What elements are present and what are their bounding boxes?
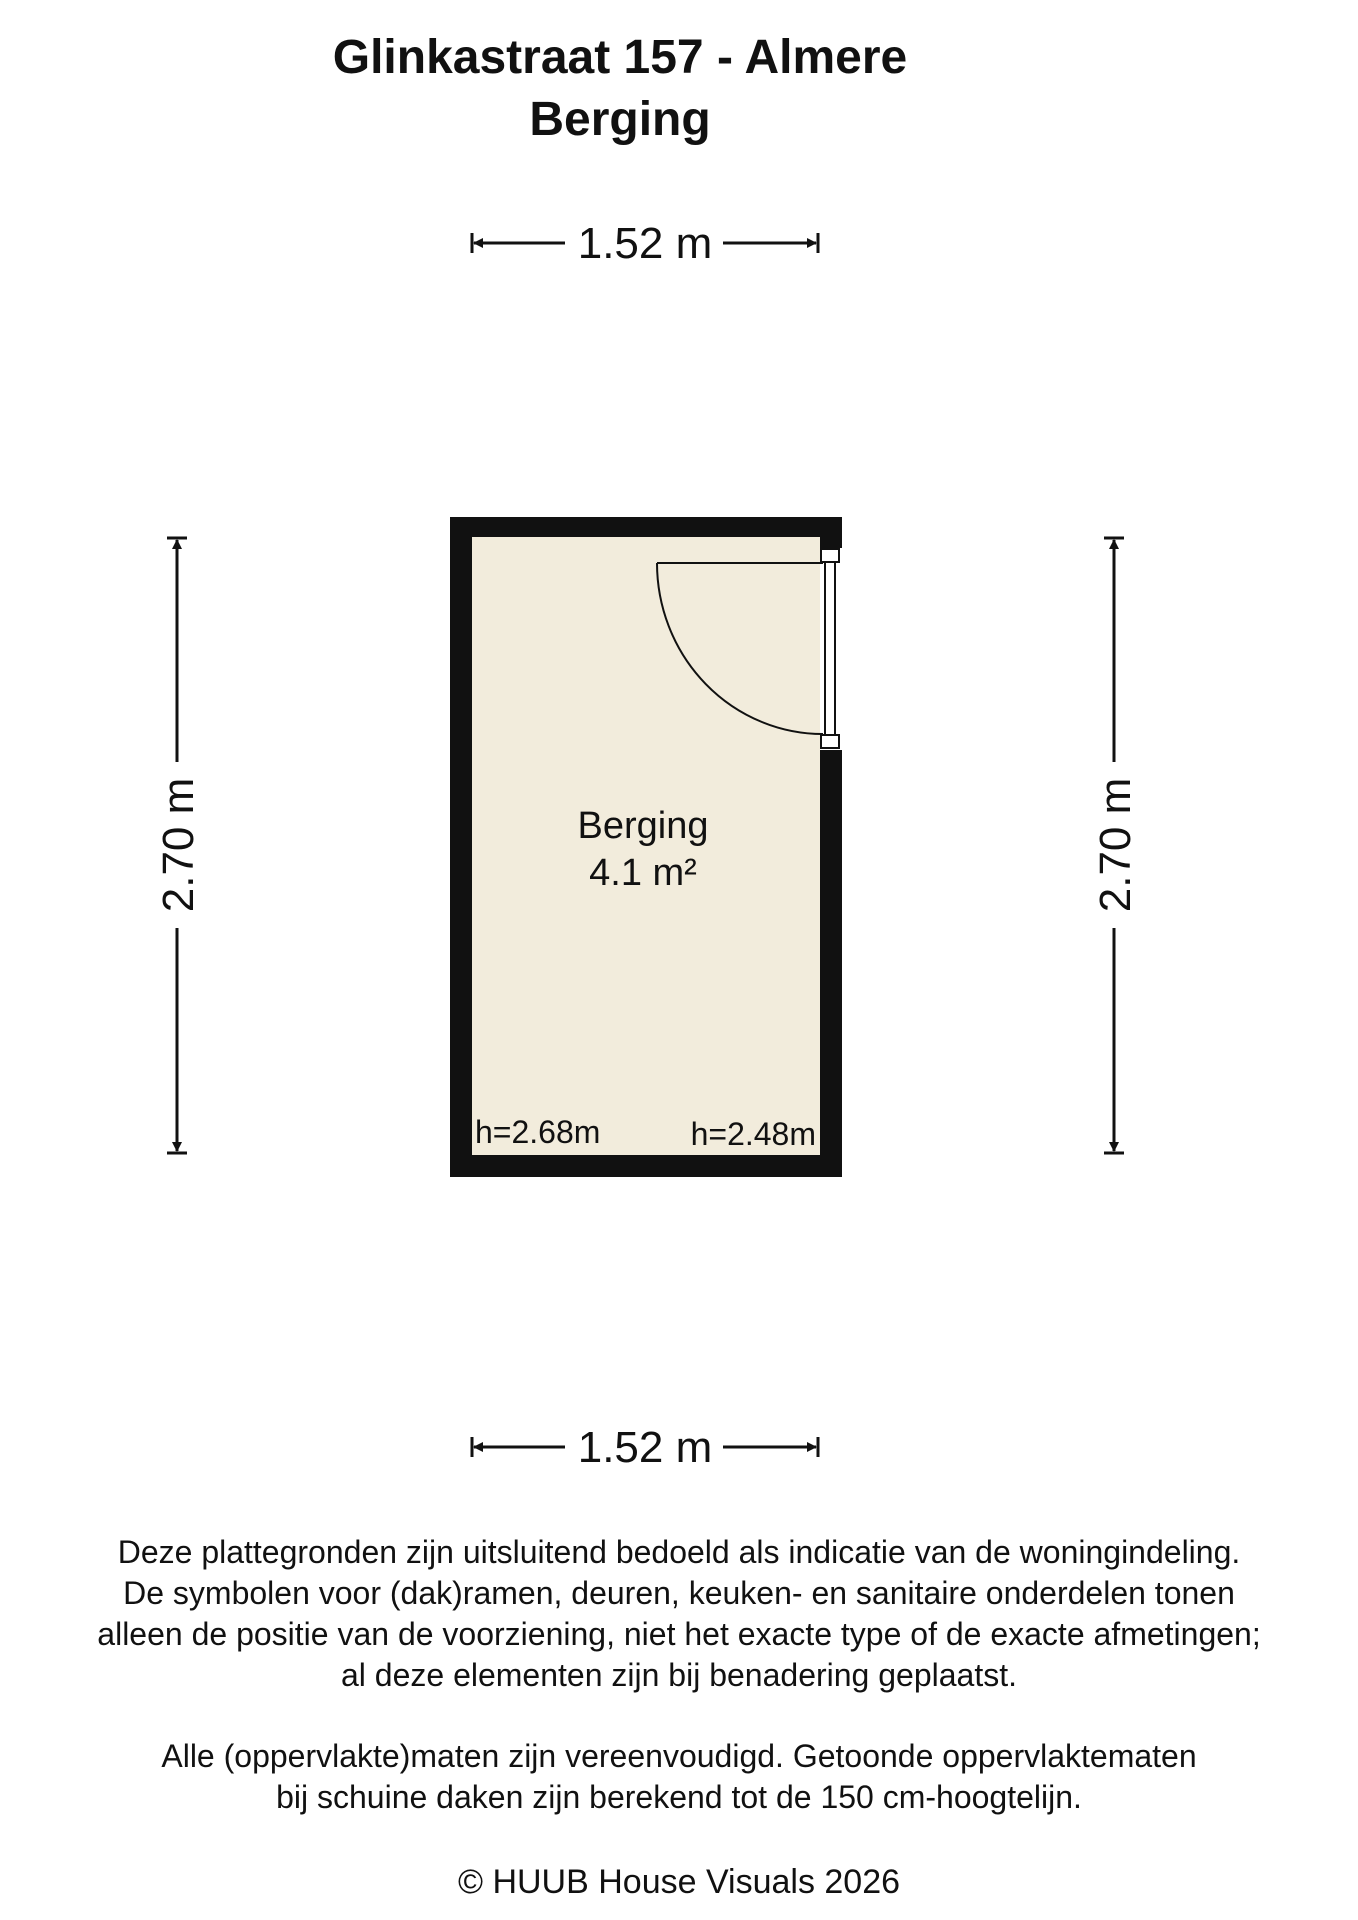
dimension-label: 2.70 m	[1091, 777, 1140, 913]
door-jamb	[821, 549, 839, 562]
disclaimer-paragraph	[0, 1532, 1358, 1696]
disclaimer-line: alleen de positie van de voorziening, niet het exacte type of de exacte afmetingen;	[97, 1616, 1261, 1652]
copyright-notice: © HUUB House Visuals 2026	[457, 1863, 901, 1901]
page-title: Glinkastraat 157 - Almere	[332, 31, 908, 84]
room-area: 4.1 m²	[589, 852, 697, 894]
room-height-left: h=2.68m	[475, 1114, 601, 1150]
dimension-right-height	[1091, 538, 1140, 1153]
disclaimer-line: Deze plattegronden zijn uitsluitend bedoeld als indicatie van de woningindeling.	[117, 1534, 1241, 1570]
door-opening	[820, 548, 842, 750]
dimension-top-width	[472, 219, 818, 268]
dimension-label: 1.52 m	[577, 219, 713, 268]
dimension-label: 2.70 m	[154, 777, 203, 913]
disclaimer-line: De symbolen voor (dak)ramen, deuren, keuken- en sanitaire onderdelen tonen	[123, 1575, 1235, 1611]
page-subtitle: Berging	[529, 93, 711, 146]
disclaimer-line: bij schuine daken zijn berekend tot de 150 cm-hoogtelijn.	[276, 1779, 1082, 1815]
dimension-bottom-width	[472, 1423, 818, 1472]
disclaimer-line: al deze elementen zijn bij benadering geplaatst.	[340, 1657, 1017, 1693]
disclaimer-line: Alle (oppervlakte)maten zijn vereenvoudigd. Getoonde oppervlaktematen	[161, 1738, 1197, 1774]
room-height-right: h=2.48m	[690, 1116, 816, 1152]
dimension-left-height	[154, 538, 203, 1153]
dimension-label: 1.52 m	[577, 1423, 713, 1472]
door-jamb	[821, 735, 839, 748]
room-berging	[450, 517, 842, 1177]
room-name: Berging	[577, 805, 709, 847]
area-note-paragraph	[0, 1736, 1358, 1818]
